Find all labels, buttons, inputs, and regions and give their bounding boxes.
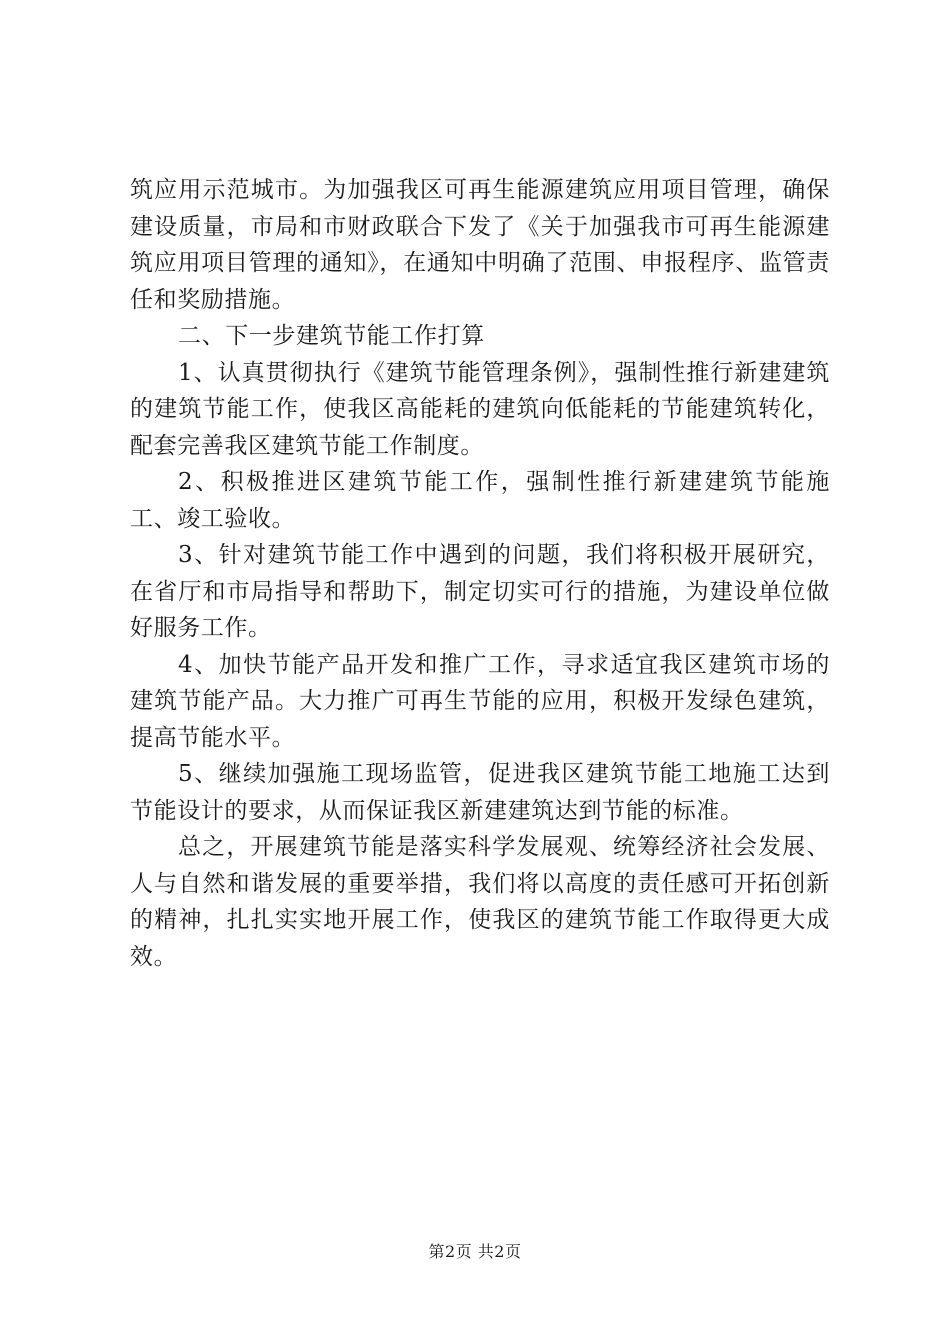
page-number-footer: 第2页 共2页	[428, 1242, 522, 1261]
list-item-5: 5、继续加强施工现场监管，促进我区建筑节能工地施工达到节能设计的要求，从而保证我区新建建筑达到节能的标准。	[130, 761, 830, 824]
list-item-3: 3、针对建筑节能工作中遇到的问题，我们将积极开展研究，在省厅和市局指导和帮助下，制定切实可行的措施，为建设单位做好服务工作。	[130, 542, 830, 641]
paragraph-continuation: 筑应用示范城市。为加强我区可再生能源建筑应用项目管理，确保建设质量，市局和市财政联合下发了《关于加强我市可再生能源建筑应用项目管理的通知》，在通知中明确了范围、申报程序、监管责任和奖励措施。	[130, 177, 830, 313]
list-item-2: 2、积极推进区建筑节能工作，强制性推行新建建筑节能施工、竣工验收。	[130, 469, 830, 532]
list-item-1: 1、认真贯彻执行《建筑节能管理条例》，强制性推行新建建筑的建筑节能工作，使我区高能耗的建筑向低能耗的节能建筑转化，配套完善我区建筑节能工作制度。	[130, 359, 830, 459]
conclusion-paragraph: 总之，开展建筑节能是落实科学发展观、统筹经济社会发展、人与自然和谐发展的重要举措，我们将以高度的责任感可开拓创新的精神，扎扎实实地开展工作，使我区的建筑节能工作取得更大成效。	[130, 834, 830, 970]
document-body	[130, 172, 830, 975]
section-heading-next-steps: 二、下一步建筑节能工作打算	[178, 323, 485, 349]
list-item-4: 4、加快节能产品开发和推广工作，寻求适宜我区建筑市场的建筑节能产品。大力推广可再生节能的应用，积极开发绿色建筑，提高节能水平。	[130, 651, 830, 751]
